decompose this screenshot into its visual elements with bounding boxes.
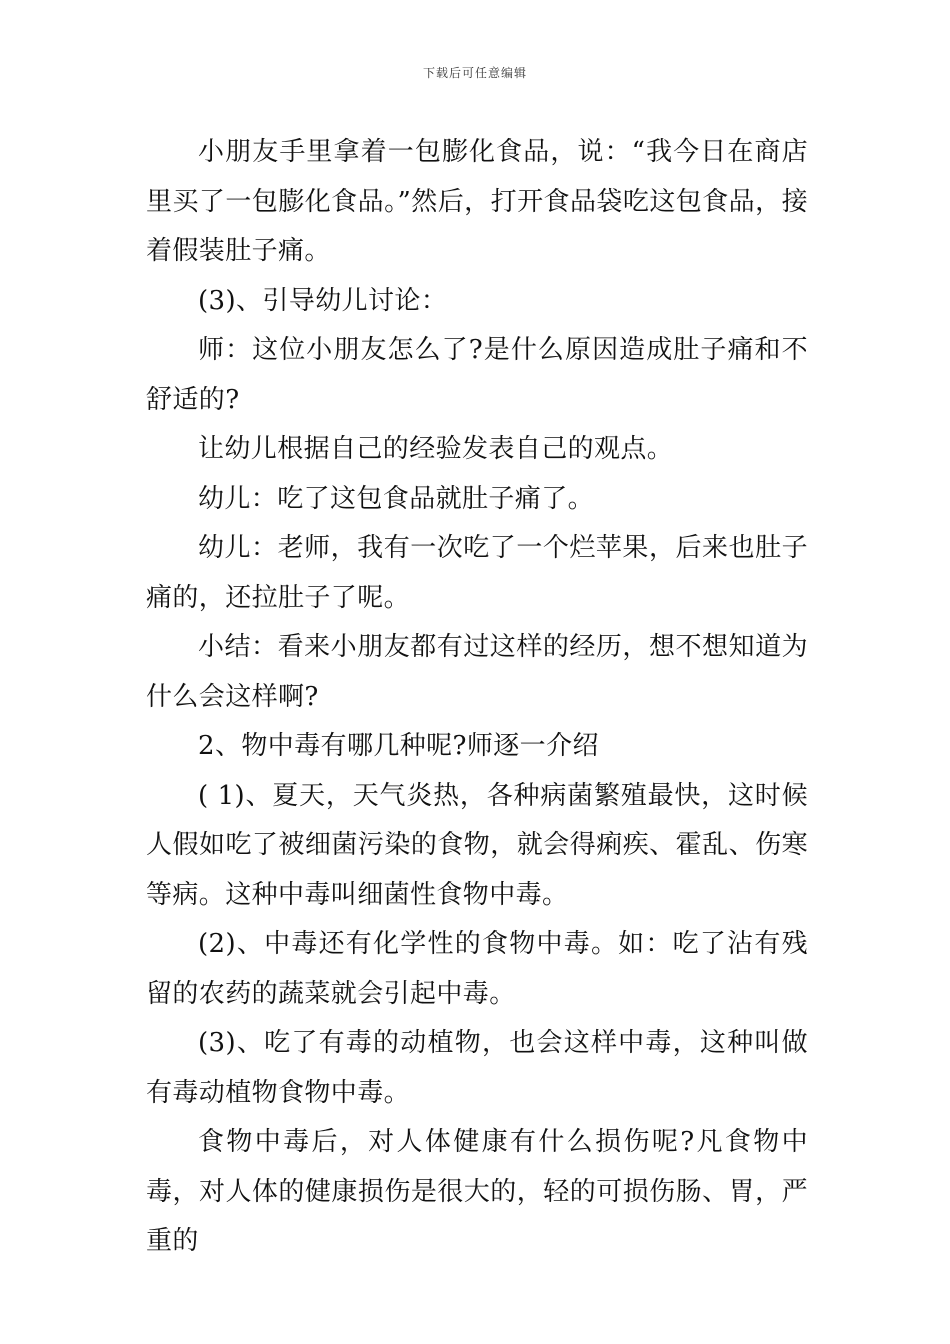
paragraph: (2)、中毒还有化学性的食物中毒。如：吃了沾有残留的农药的蔬菜就会引起中毒。 [146, 929, 808, 1009]
paragraph: 食物中毒后，对人体健康有什么损伤呢?凡食物中毒，对人体的健康损伤是很大的，轻的可损伤肠、胃，严重的 [146, 1127, 808, 1256]
paragraph: (3)、吃了有毒的动植物，也会这样中毒，这种叫做有毒动植物食物中毒。 [146, 1028, 808, 1108]
paragraph: 幼儿：吃了这包食品就肚子痛了。 [198, 483, 595, 514]
paragraph: (3)、引导幼儿讨论： [198, 285, 448, 316]
paragraph: 2、物中毒有哪几种呢?师逐一介绍 [198, 731, 599, 761]
paragraph: 小朋友手里拿着一包膨化食品，说：“我今日在商店里买了一包膨化食品。”然后，打开食品袋吃这包食品，接着假装肚子痛。 [146, 137, 808, 266]
paragraph: 师：这位小朋友怎么了?是什么原因造成肚子痛和不舒适的? [146, 335, 808, 415]
header-note: 下载后可任意编辑 [422, 66, 527, 80]
paragraph: ( 1)、夏天，天气炎热，各种病菌繁殖最快，这时候人假如吃了被细菌污染的食物，就会得痢疾、霍乱、伤寒等病。这种中毒叫细菌性食物中毒。 [146, 780, 808, 910]
paragraph: 幼儿：老师，我有一次吃了一个烂苹果，后来也肚子痛的，还拉肚子了呢。 [146, 533, 808, 613]
paragraph: 小结：看来小朋友都有过这样的经历，想不想知道为什么会这样啊? [146, 632, 808, 712]
document-body [146, 128, 808, 1267]
paragraph: 让幼儿根据自己的经验发表自己的观点。 [198, 434, 674, 464]
